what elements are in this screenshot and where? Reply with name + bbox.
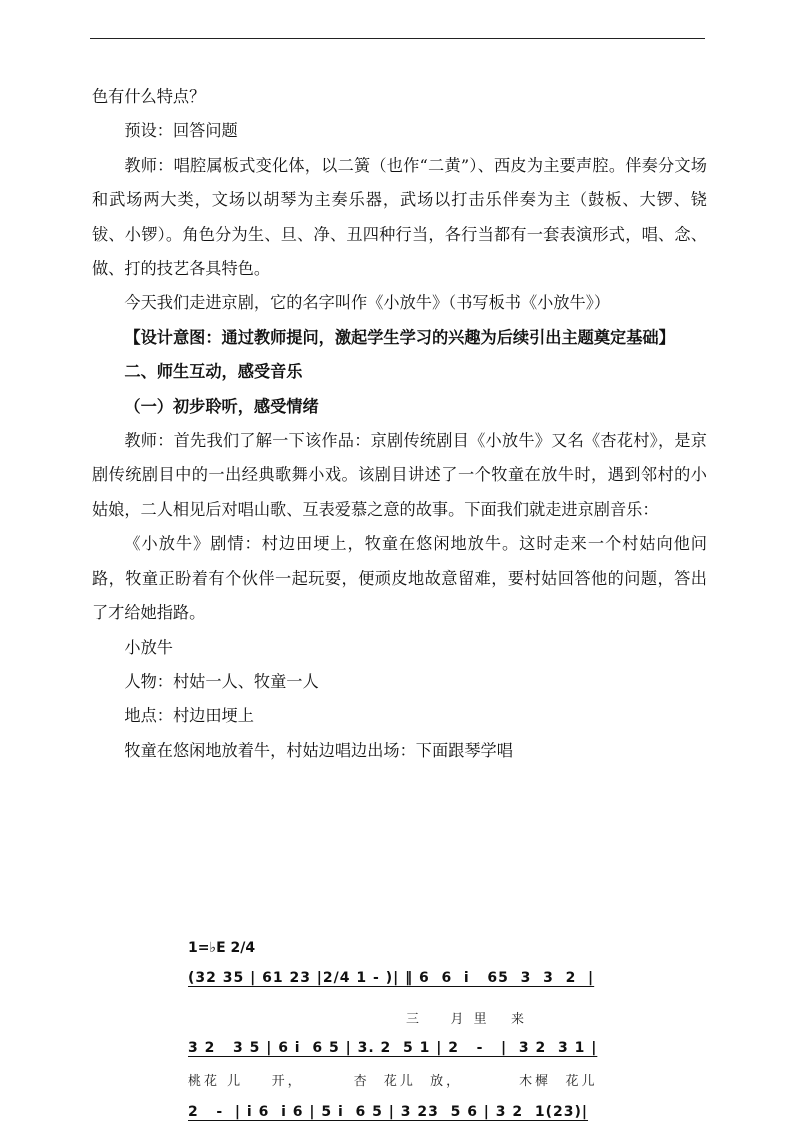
document-body	[92, 80, 707, 768]
music-score	[188, 940, 628, 1120]
header-rule	[90, 38, 705, 39]
paragraph: 牧童在悠闲地放着牛，村姑边唱边出场：下面跟琴学唱	[124, 740, 513, 760]
paragraph: 色有什么特点？	[92, 87, 206, 106]
score-row: 3 2 3 5 | 6 i 6 5 | 3. 2 5 1 | 2 - | 3 2 3 1 |	[188, 1040, 598, 1056]
score-row: (32 35 | 61 23 |2/4 1 - )| ‖ 6 6 i 65 3 3 2 |	[188, 970, 595, 986]
section-heading: 二、师生互动，感受音乐	[124, 362, 303, 382]
paragraph: 教师：首先我们了解一下该作品：京剧传统剧目《小放牛》又名《杏花村》，是京剧传统剧目中的一出经典歌舞小戏。该剧目讲述了一个牧童在放牛时，遇到邻村的小姑娘，二人相见后对唱山歌、互表爱慕之意的故事。下面我们就走进京剧音乐：	[92, 431, 707, 519]
paragraph: 预设：回答问题	[124, 121, 238, 141]
play-title: 小放牛	[124, 637, 173, 657]
characters: 人物：村姑一人、牧童一人	[124, 671, 319, 691]
score-key: 1=♭E 2/4	[188, 940, 256, 956]
paragraph: 《小放牛》剧情：村边田埂上，牧童在悠闲地放牛。这时走来一个村姑向他问路，牧童正盼着有个伙伴一起玩耍，便顽皮地故意留难，要村姑回答他的问题，答出了才给她指路。	[92, 534, 707, 623]
paragraph: 今天我们走进京剧，它的名字叫作《小放牛》（书写板书《小放牛》）	[124, 293, 611, 313]
paragraph: 教师：唱腔属板式变化体，以二簧（也作“二黄”）、西皮为主要声腔。伴奏分文场和武场两大类，文场以胡琴为主奏乐器，武场以打击乐伴奏为主（鼓板、大锣、铙钹、小锣）。角色分为生、旦、净、丑四种行当，各行当都有一套表演形式，唱、念、做、打的技艺各具特色。	[92, 155, 707, 279]
subsection-heading: （一）初步聆听，感受情绪	[124, 396, 319, 416]
design-intent: 【设计意图：通过教师提问，激起学生学习的兴趣为后续引出主题奠定基础】	[124, 327, 675, 347]
score-lyrics: 三 月 里 来	[406, 1012, 528, 1027]
location: 地点：村边田埂上	[124, 706, 254, 726]
score-lyrics: 桃花 儿 开， 杏 花儿 放， 木樨 花儿	[188, 1074, 598, 1089]
score-row: 2 - | i 6 i 6 | 5 i 6 5 | 3 23 5 6 | 3 2 1(23)|	[188, 1104, 589, 1120]
